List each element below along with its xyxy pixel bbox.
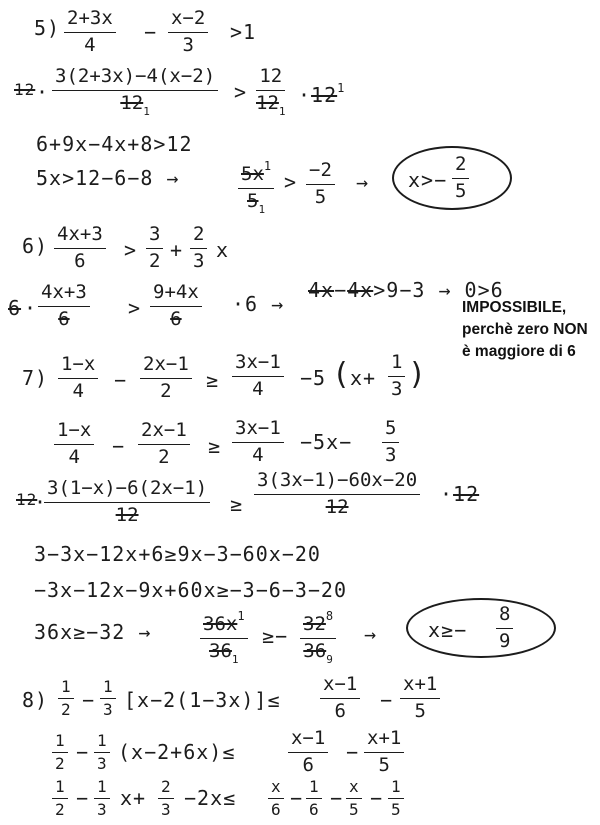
exercise-number: 5) (34, 16, 61, 40)
fraction: $\frac{3}{2}$ (146, 224, 163, 273)
fraction: $\frac{2}{5}$ (452, 154, 469, 203)
fraction: $\frac{1}{3}$ (94, 778, 110, 820)
fraction: $\frac{x}{5}$ (346, 778, 362, 820)
answer: x>− (408, 168, 448, 192)
fraction: $\frac{5}{3}$ (382, 418, 399, 467)
fraction: $\frac{1}{2}$ (52, 778, 68, 820)
fraction: $\frac{12}{12_1}$ (256, 65, 286, 118)
fraction: $\frac{2x-1}{2}$ (140, 354, 192, 403)
fraction: $\frac{x-1}{6}$ (320, 674, 360, 723)
fraction: $\frac{3(2+3x)-4(x-2)}{12_1}$ (52, 66, 218, 118)
fraction: $\frac{1}{2}$ (58, 678, 74, 720)
fraction: $\frac{2x-1}{2}$ (138, 420, 190, 469)
fraction: $\frac{4x+3}{6}$ (54, 224, 106, 273)
fraction: $\frac{1-x}{4}$ (54, 420, 94, 469)
fraction: $\frac{3x-1}{4}$ (232, 352, 284, 401)
fraction: $\frac{2+3x}{4}$ (64, 8, 116, 57)
fraction: $\frac{x+1}{5}$ (364, 728, 404, 777)
fraction: $\frac{x+1}{5}$ (400, 674, 440, 723)
fraction: $\frac{1}{5}$ (388, 778, 404, 820)
fraction: $\frac{1}{3}$ (388, 352, 405, 401)
step-line: 6+9x−4x+8>12 (36, 132, 193, 156)
fraction: $\frac{-2}{5}$ (306, 160, 335, 209)
fraction: $\frac{32^8}{36_9}$ (300, 610, 336, 666)
step-line: 5x>12−6−8 → (36, 166, 180, 190)
fraction: $\frac{3(1-x)-6(2x-1)}{12}$ (44, 478, 210, 527)
fraction: $\frac{2}{3}$ (158, 778, 174, 820)
fraction: $\frac{x-1}{6}$ (288, 728, 328, 777)
fraction: $\frac{9+4x}{6}$ (150, 282, 202, 331)
fraction: $\frac{5x^1}{5_1}$ (238, 160, 274, 216)
fraction: $\frac{1}{6}$ (306, 778, 322, 820)
fraction: $\frac{1}{3}$ (94, 732, 110, 774)
fraction: $\frac{1}{2}$ (52, 732, 68, 774)
fraction: $\frac{x}{6}$ (268, 778, 284, 820)
fraction: $\frac{3(3x-1)-60x-20}{12}$ (254, 470, 420, 519)
exercise-number: 6) (22, 234, 49, 258)
fraction: $\frac{8}{9}$ (496, 604, 513, 653)
fraction: $\frac{3x-1}{4}$ (232, 418, 284, 467)
step-line: 36x≥−32 → (34, 620, 152, 644)
fraction: $\frac{1}{3}$ (100, 678, 116, 720)
fraction: $\frac{2}{3}$ (190, 224, 207, 273)
exercise-number: 7) (22, 366, 49, 390)
fraction: $\frac{36x^1}{36_1}$ (200, 610, 248, 666)
step-line: −3x−12x−9x+60x≥−3−6−3−20 (34, 578, 347, 602)
exercise-number: 8) (22, 688, 49, 712)
fraction: $\frac{1-x}{4}$ (58, 354, 98, 403)
fraction: $\frac{4x+3}{6}$ (38, 282, 90, 331)
step-line: 3−3x−12x+6≥9x−3−60x−20 (34, 542, 321, 566)
answer: x≥− (428, 618, 468, 642)
fraction: $\frac{x-2}{3}$ (168, 8, 208, 57)
